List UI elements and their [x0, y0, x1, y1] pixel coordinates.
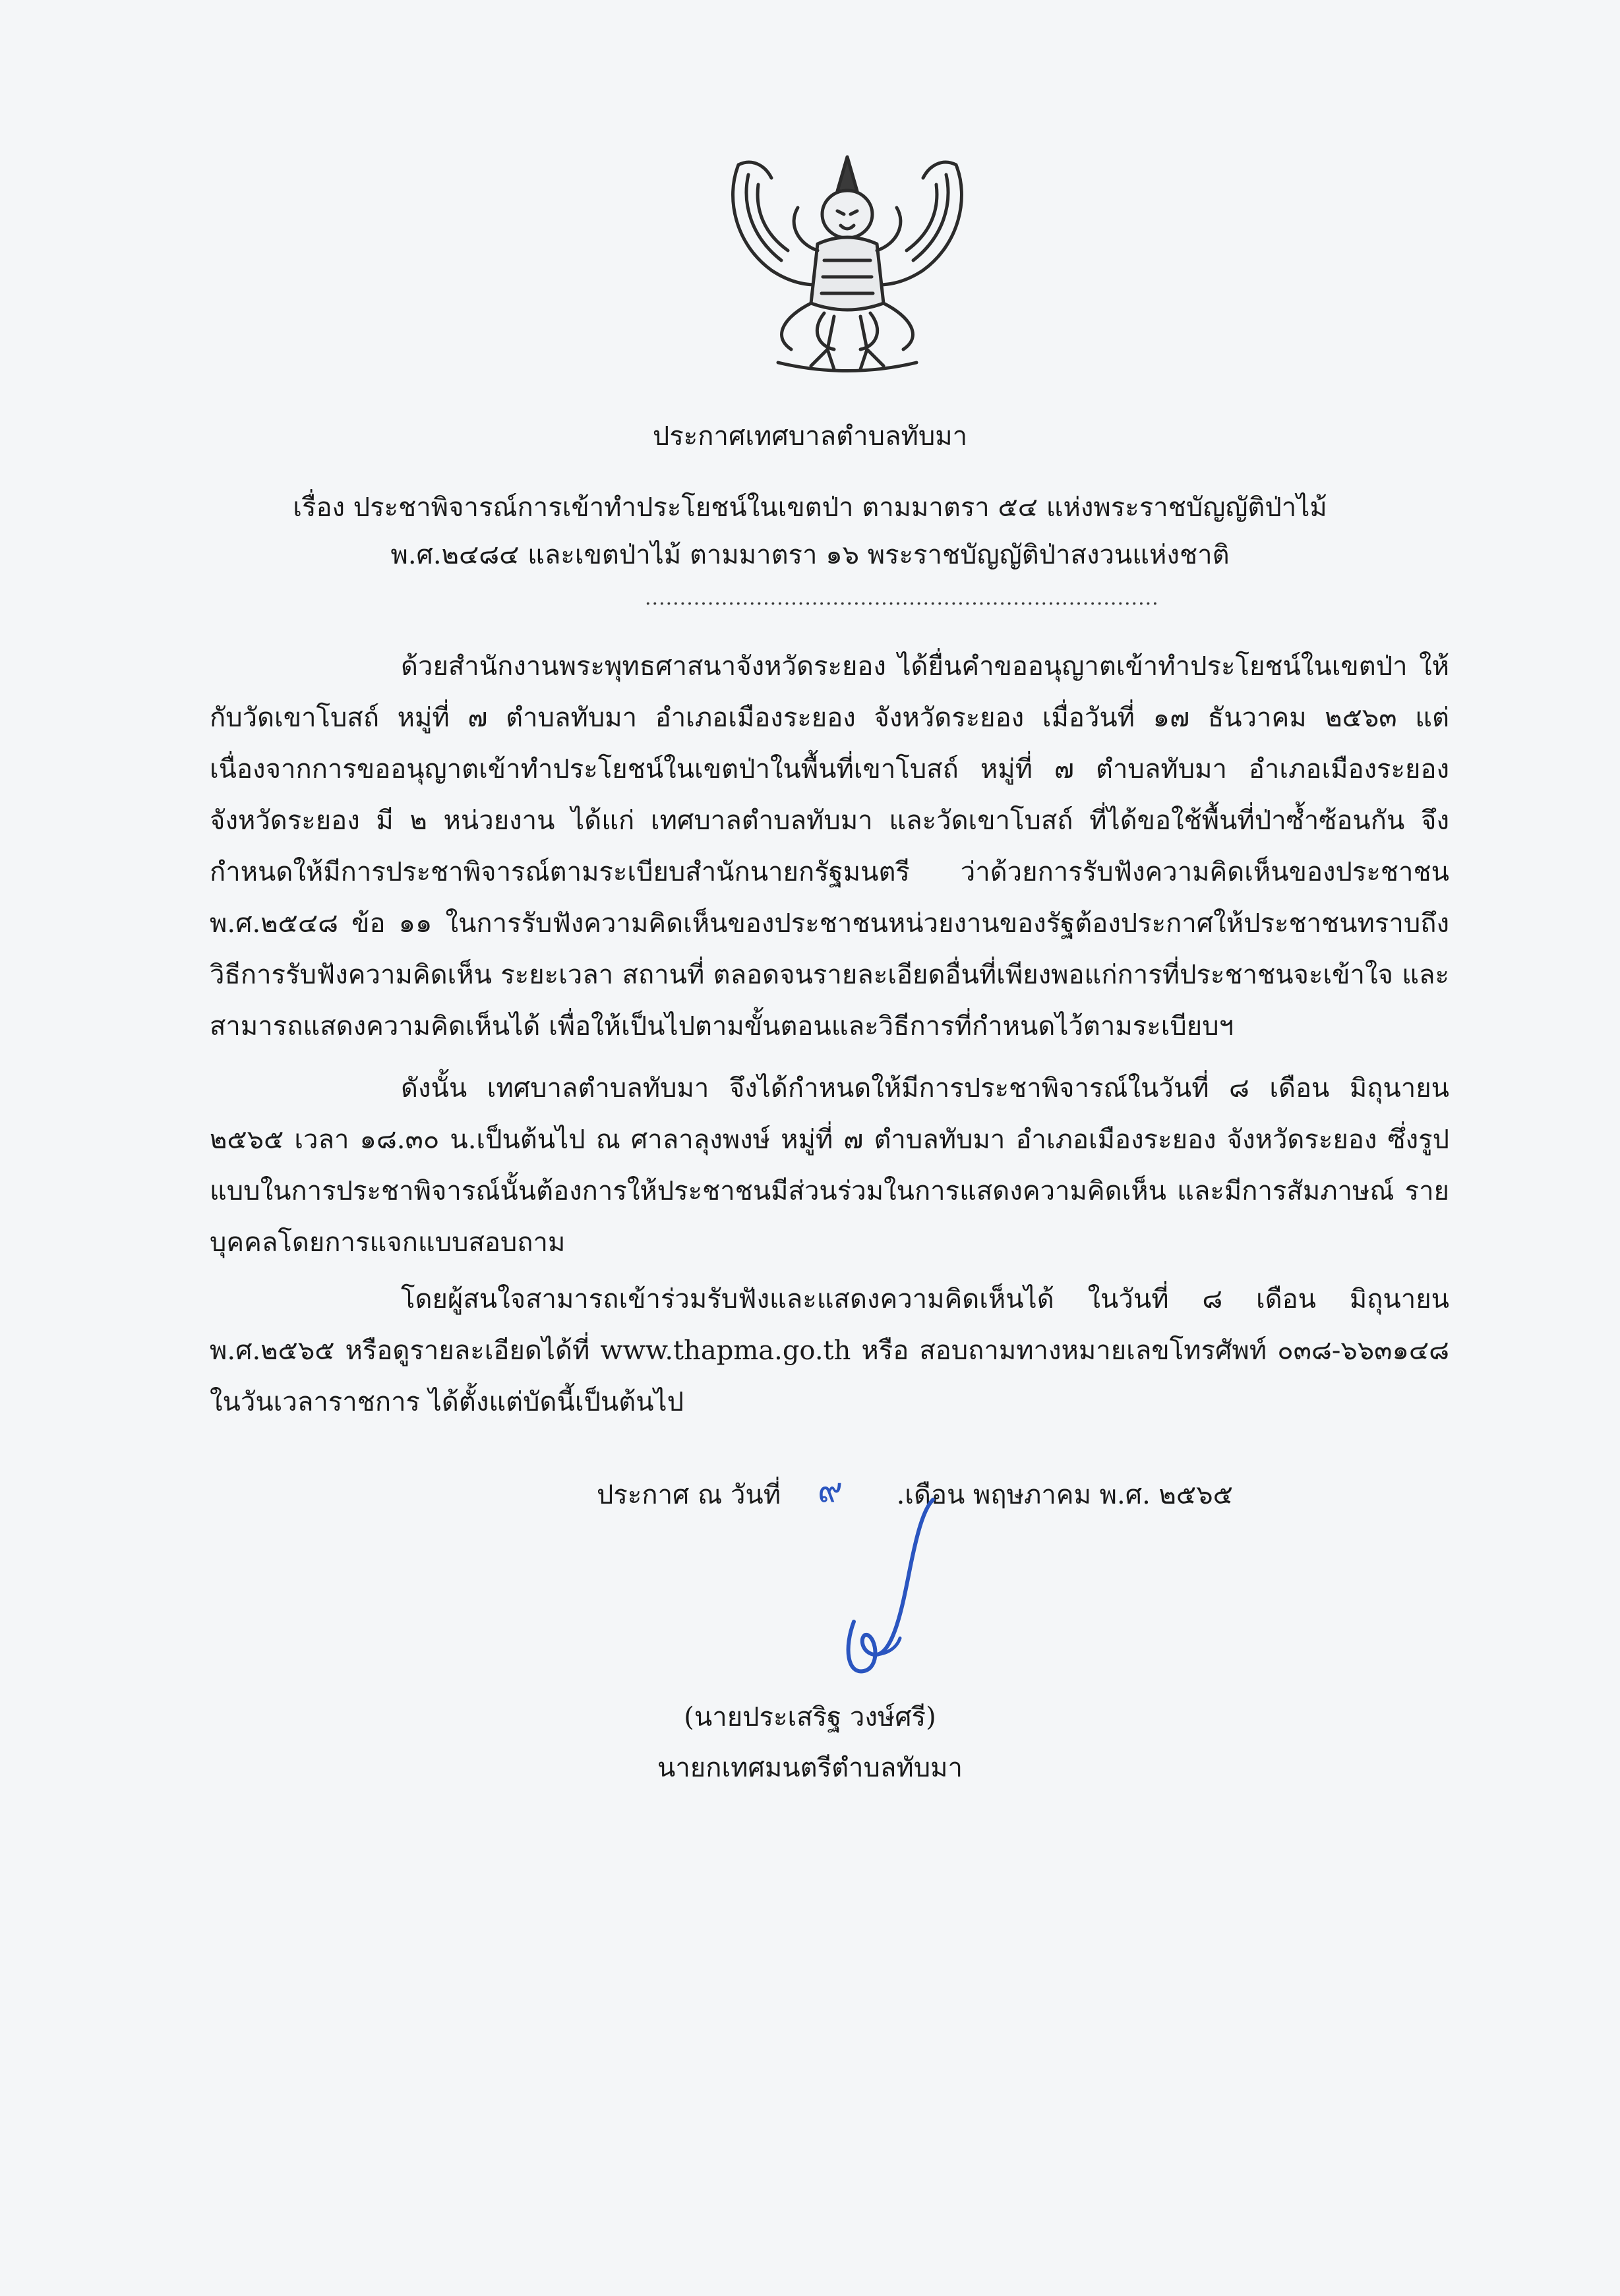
page-title: ประกาศเทศบาลตำบลทับมา — [652, 421, 968, 452]
signature-mark — [827, 1496, 966, 1694]
announce-prefix: ประกาศ ณ วันที่ — [597, 1480, 781, 1510]
handwritten-day: ๙ — [818, 1471, 843, 1510]
month-year: .เดือน พฤษภาคม พ.ศ. ๒๕๖๕ — [896, 1480, 1233, 1510]
subject-line-1: เรื่อง ประชาพิจารณ์การเข้าทำประโยชน์ในเขตป่า ตามมาตรา ๕๔ แห่งพระราชบัญญัติป่าไม้ — [293, 492, 1327, 523]
signer-title: นายกเทศมนตรีตำบลทับมา — [657, 1753, 963, 1783]
subject-line-2: พ.ศ.๒๔๘๔ และเขตป่าไม้ ตามมาตรา ๑๖ พระราชบัญญัติป่าสงวนแห่งชาติ — [390, 540, 1230, 570]
garuda-emblem-icon — [719, 152, 976, 376]
body-paragraph-1: ด้วยสำนักงานพระพุทธศาสนาจังหวัดระยอง ได้ยื่นคำขออนุญาตเข้าทำประโยชน์ในเขตป่า ให้กับวัดเขาโบสถ์ หมู่ที่ ๗ ตำบลทับมา อำเภอเมืองระยอง จังหวัดระยอง เมื่อวันที่ ๑๗ ธันวาคม ๒๕๖๓ แต่ เนื่องจากการขออนุญาตเข้าทำประโยชน์ในเขตป่าในพื้นที่เขาโบสถ์ หมู่ที่ ๗ ตำบลทับมา อำเภอเมืองระยอง จังหวัดระยอง มี ๒ หน่วยงาน ได้แก่ เทศบาลตำบลทับมา และวัดเขาโบสถ์ ที่ได้ขอใช้พื้นที่ป่าซ้ำซ้อนกัน จึงกำหนดให้มีการประชาพิจารณ์ตามระเบียบสำนักนายกรัฐมนตรี ว่าด้วยการรับฟังความคิดเห็นของประชาชน พ.ศ.๒๕๔๘ ข้อ ๑๑ ในการรับฟังความคิดเห็นของประชาชนหน่วยงานของรัฐต้องประกาศให้ประชาชนทราบถึง วิธีการรับฟังความคิดเห็น ระยะเวลา สถานที่ ตลอดจนรายละเอียดอื่นที่เพียงพอแก่การที่ประชาชนจะเข้าใจ และสามารถแสดงความคิดเห็นได้ เพื่อให้เป็นไปตามขั้นตอนและวิธีการที่กำหนดไว้ตามระเบียบฯ — [210, 651, 1449, 1042]
body-paragraph-2: ดังนั้น เทศบาลตำบลทับมา จึงได้กำหนดให้มีการประชาพิจารณ์ในวันที่ ๘ เดือน มิถุนายน ๒๕๖๕ เวลา ๑๘.๓๐ น.เป็นต้นไป ณ ศาลาลุงพงษ์ หมู่ที่ ๗ ตำบลทับมา อำเภอเมืองระยอง จังหวัดระยอง ซึ่งรูปแบบในการประชาพิจารณ์นั้นต้องการให้ประชาชนมีส่วนร่วมในการแสดงความคิดเห็น และมีการสัมภาษณ์ รายบุคคลโดยการแจกแบบสอบถาม — [210, 1073, 1449, 1258]
dotted-separator: .......................................................................... — [645, 587, 1159, 610]
body-paragraph-3: โดยผู้สนใจสามารถเข้าร่วมรับฟังและแสดงความคิดเห็นได้ ในวันที่ ๘ เดือน มิถุนายน พ.ศ.๒๕๖๕ หรือดูรายละเอียดได้ที่ www.thapma.go.th หรือ สอบถามทางหมายเลขโทรศัพท์ ๐๓๘-๖๖๓๑๔๘ ในวันเวลาราชการ ได้ตั้งแต่บัดนี้เป็นต้นไป — [210, 1284, 1449, 1417]
signer-name: (นายประเสริฐ วงษ์ศรี) — [684, 1702, 936, 1732]
